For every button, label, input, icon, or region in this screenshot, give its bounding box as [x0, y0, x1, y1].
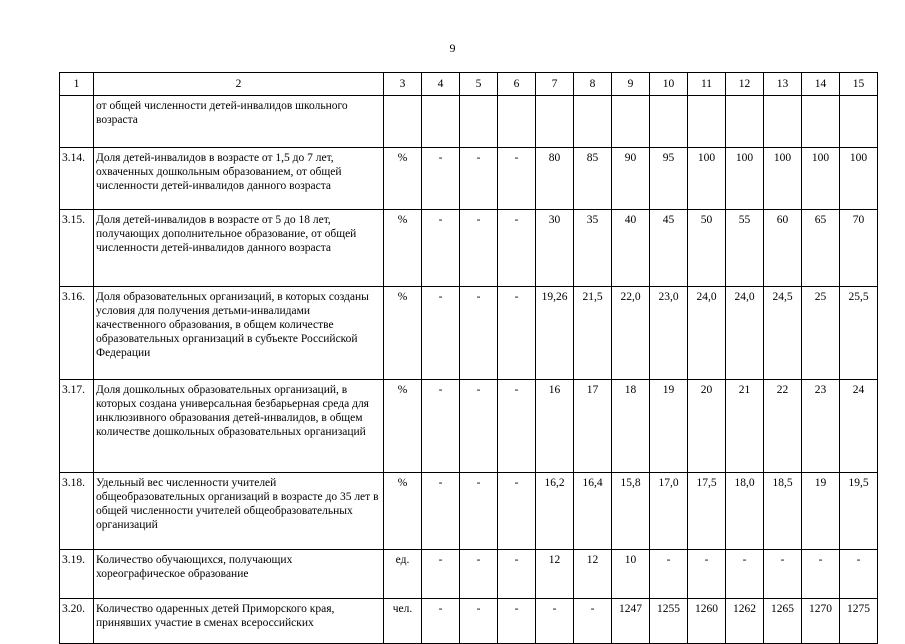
value-cell: - [422, 550, 460, 599]
value-cell: 100 [688, 148, 726, 210]
table-row [60, 599, 878, 644]
value-cell: 17,0 [650, 473, 688, 550]
value-cell [460, 96, 498, 148]
value-cell: 100 [764, 148, 802, 210]
value-cell: 18 [612, 380, 650, 473]
value-cell: 24 [840, 380, 878, 473]
value-cell: 24,5 [764, 287, 802, 380]
indicator-name: Удельный вес численности учителей общеобразовательных организаций в возрасте до 35 лет в общей численности учителей общеобразовательных организаций [94, 473, 384, 550]
value-cell: 1255 [650, 599, 688, 644]
value-cell: - [498, 599, 536, 644]
indicator-name: Доля детей-инвалидов в возрасте от 5 до 18 лет, получающих дополнительное образование, от общей численности детей-инвалидов данного возраста [94, 210, 384, 287]
page-number: 9 [449, 41, 456, 55]
value-cell: 24,0 [726, 287, 764, 380]
value-cell: 1260 [688, 599, 726, 644]
value-cell [802, 96, 840, 148]
value-cell: 1275 [840, 599, 878, 644]
table-header-row [60, 73, 878, 96]
row-number: 3.15. [60, 210, 94, 287]
column-header: 2 [94, 73, 384, 96]
value-cell: 55 [726, 210, 764, 287]
value-cell: 1262 [726, 599, 764, 644]
indicator-name: Количество обучающихся, получающих хореографическое образование [94, 550, 384, 599]
value-cell: - [498, 380, 536, 473]
value-cell: 17,5 [688, 473, 726, 550]
column-header: 5 [460, 73, 498, 96]
value-cell: 90 [612, 148, 650, 210]
row-number: 3.20. [60, 599, 94, 644]
column-header: 6 [498, 73, 536, 96]
value-cell: 35 [574, 210, 612, 287]
value-cell [384, 96, 422, 148]
indicator-name: Доля детей-инвалидов в возрасте от 1,5 до 7 лет, охваченных дошкольным образованием, от общей численности детей-инвалидов данного возраста [94, 148, 384, 210]
value-cell: 12 [574, 550, 612, 599]
value-cell: - [422, 599, 460, 644]
column-header: 7 [536, 73, 574, 96]
value-cell: 100 [840, 148, 878, 210]
value-cell [422, 96, 460, 148]
value-cell: - [536, 599, 574, 644]
value-cell: - [460, 287, 498, 380]
row-number [60, 96, 94, 148]
value-cell: 100 [726, 148, 764, 210]
table-row [60, 550, 878, 599]
value-cell: - [650, 550, 688, 599]
value-cell [574, 96, 612, 148]
value-cell [688, 96, 726, 148]
value-cell: 30 [536, 210, 574, 287]
value-cell: 19 [802, 473, 840, 550]
column-header: 9 [612, 73, 650, 96]
value-cell: - [422, 473, 460, 550]
value-cell: 65 [802, 210, 840, 287]
value-cell: - [460, 599, 498, 644]
value-cell: ед. [384, 550, 422, 599]
indicators-table [59, 72, 878, 644]
value-cell: 23,0 [650, 287, 688, 380]
value-cell: 85 [574, 148, 612, 210]
value-cell: 24,0 [688, 287, 726, 380]
value-cell: 16,4 [574, 473, 612, 550]
value-cell: - [460, 550, 498, 599]
value-cell: % [384, 473, 422, 550]
value-cell [840, 96, 878, 148]
value-cell: 1265 [764, 599, 802, 644]
value-cell: 17 [574, 380, 612, 473]
value-cell [536, 96, 574, 148]
value-cell: 15,8 [612, 473, 650, 550]
row-number: 3.14. [60, 148, 94, 210]
value-cell: - [688, 550, 726, 599]
table-row [60, 287, 878, 380]
indicator-name: Количество одаренных детей Приморского края, принявших участие в сменах всероссийских [94, 599, 384, 644]
table-row [60, 96, 878, 148]
value-cell: - [802, 550, 840, 599]
value-cell: - [460, 148, 498, 210]
value-cell: - [574, 599, 612, 644]
value-cell: % [384, 380, 422, 473]
value-cell: - [498, 210, 536, 287]
column-header: 13 [764, 73, 802, 96]
table-row [60, 148, 878, 210]
row-number: 3.16. [60, 287, 94, 380]
indicator-name: от общей численности детей-инвалидов школьного возраста [94, 96, 384, 148]
value-cell: 45 [650, 210, 688, 287]
value-cell: 80 [536, 148, 574, 210]
value-cell: - [840, 550, 878, 599]
column-header: 10 [650, 73, 688, 96]
value-cell: - [726, 550, 764, 599]
value-cell: 60 [764, 210, 802, 287]
value-cell: 19 [650, 380, 688, 473]
value-cell: 70 [840, 210, 878, 287]
value-cell: - [460, 473, 498, 550]
value-cell: 1247 [612, 599, 650, 644]
value-cell: чел. [384, 599, 422, 644]
value-cell: 25,5 [840, 287, 878, 380]
value-cell: - [498, 473, 536, 550]
value-cell: 19,5 [840, 473, 878, 550]
table-row [60, 380, 878, 473]
value-cell: % [384, 210, 422, 287]
value-cell: 16 [536, 380, 574, 473]
value-cell: - [422, 380, 460, 473]
row-number: 3.18. [60, 473, 94, 550]
column-header: 11 [688, 73, 726, 96]
value-cell [612, 96, 650, 148]
column-header: 14 [802, 73, 840, 96]
table-row [60, 210, 878, 287]
value-cell: 21,5 [574, 287, 612, 380]
value-cell: - [498, 287, 536, 380]
value-cell: - [498, 550, 536, 599]
table-row [60, 473, 878, 550]
value-cell: 1270 [802, 599, 840, 644]
value-cell: 21 [726, 380, 764, 473]
value-cell: 22 [764, 380, 802, 473]
column-header: 8 [574, 73, 612, 96]
value-cell: 18,5 [764, 473, 802, 550]
value-cell: % [384, 148, 422, 210]
value-cell: - [422, 210, 460, 287]
value-cell: 40 [612, 210, 650, 287]
value-cell [498, 96, 536, 148]
value-cell: 50 [688, 210, 726, 287]
value-cell: - [764, 550, 802, 599]
value-cell: 18,0 [726, 473, 764, 550]
value-cell: - [498, 148, 536, 210]
value-cell: 19,26 [536, 287, 574, 380]
value-cell: 16,2 [536, 473, 574, 550]
column-header: 1 [60, 73, 94, 96]
value-cell [726, 96, 764, 148]
value-cell [650, 96, 688, 148]
column-header: 3 [384, 73, 422, 96]
value-cell: - [460, 380, 498, 473]
value-cell: 95 [650, 148, 688, 210]
value-cell: 12 [536, 550, 574, 599]
value-cell: 100 [802, 148, 840, 210]
indicator-name: Доля образовательных организаций, в которых созданы условия для получения детьми-инвалидами качественного образования, в общем количестве образовательных организаций в субъекте Российской Федерации [94, 287, 384, 380]
value-cell: 10 [612, 550, 650, 599]
value-cell: 25 [802, 287, 840, 380]
value-cell: % [384, 287, 422, 380]
value-cell: 23 [802, 380, 840, 473]
row-number: 3.19. [60, 550, 94, 599]
row-number: 3.17. [60, 380, 94, 473]
column-header: 4 [422, 73, 460, 96]
value-cell: 22,0 [612, 287, 650, 380]
value-cell: - [422, 148, 460, 210]
value-cell: 20 [688, 380, 726, 473]
value-cell: - [422, 287, 460, 380]
value-cell [764, 96, 802, 148]
indicator-name: Доля дошкольных образовательных организаций, в которых создана универсальная безбарьерная среда для инклюзивного образования детей-инвалидов, в общем количестве дошкольных образовательных организаций [94, 380, 384, 473]
column-header: 15 [840, 73, 878, 96]
value-cell: - [460, 210, 498, 287]
column-header: 12 [726, 73, 764, 96]
